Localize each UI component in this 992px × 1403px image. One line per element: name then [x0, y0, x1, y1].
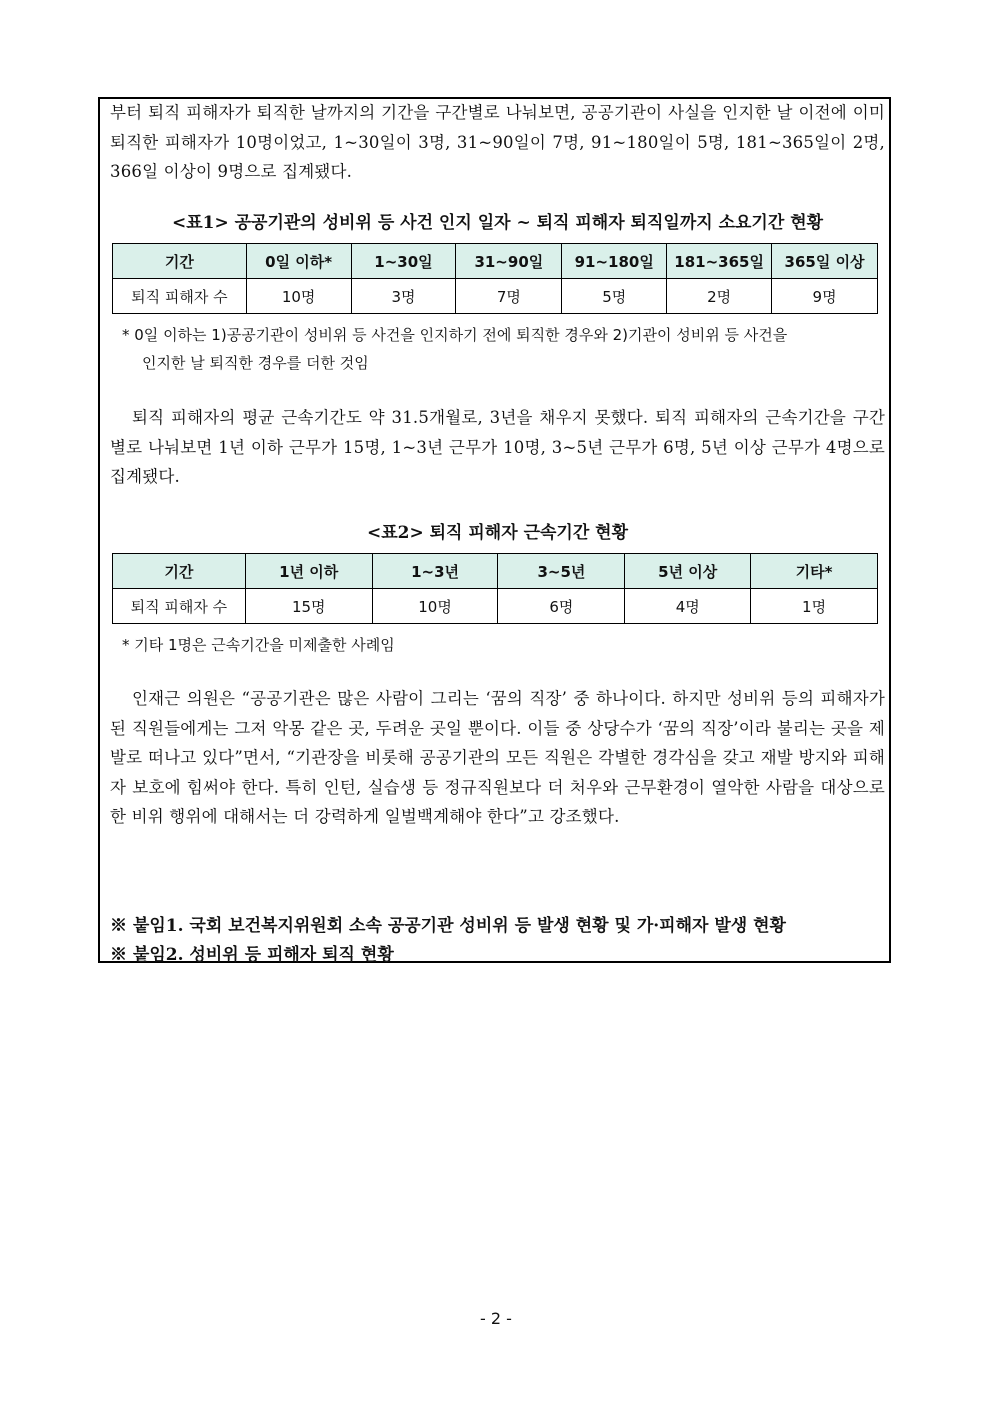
table1 — [112, 243, 878, 314]
table1-cell: 퇴직 피해자 수 — [113, 279, 247, 314]
table1-caption: <표1> 공공기관의 성비위 등 사건 인지 일자 ~ 퇴직 피해자 퇴직일까지 소요기간 현황 — [171, 213, 824, 233]
table1-header-cell: 365일 이상 — [772, 244, 878, 279]
paragraph-retirement-intervals: 부터 퇴직 피해자가 퇴직한 날까지의 기간을 구간별로 나눠보면, 공공기관이 사실을 인지한 날 이전에 이미 퇴직한 피해자가 10명이었고, 1~30일이 3명, 31~90일이 7명, 91~180일이 5명, 181~365일이 2명, 366일 이상이 9명으로 집계됐다. — [110, 103, 885, 181]
paragraph-tenure: 퇴직 피해자의 평균 근속기간도 약 31.5개월로, 3년을 채우지 못했다. 퇴직 피해자의 근속기간을 구간별로 나눠보면 1년 이하 근무가 15명, 1~3년 근무가 10명, 3~5년 근무가 6명, 5년 이상 근무가 4명으로 집계됐다. — [110, 408, 885, 486]
table1-footnote-line1: * 0일 이하는 1)공공기관이 성비위 등 사건을 인지하기 전에 퇴직한 경우와 2)기관이 성비위 등 사건을 — [122, 326, 788, 344]
table1-header-cell: 1~30일 — [351, 244, 456, 279]
table1-header-row — [113, 244, 878, 279]
table2-cell: 4명 — [625, 589, 751, 624]
table1-cell: 7명 — [456, 279, 562, 314]
table2-data-row — [113, 589, 878, 624]
table2-caption: <표2> 퇴직 피해자 근속기간 현황 — [366, 523, 629, 543]
table1-cell: 10명 — [246, 279, 351, 314]
attachment-item: ※ 붙임1. 국회 보건복지위원회 소속 공공기관 성비위 등 발생 현황 및 가·피해자 발생 현황 — [110, 916, 786, 936]
attachment-list — [110, 912, 786, 970]
table2 — [112, 553, 878, 624]
table1-cell: 5명 — [562, 279, 667, 314]
table1-header-cell: 181~365일 — [667, 244, 772, 279]
table2-footnote: * 기타 1명은 근속기간을 미제출한 사례임 — [122, 636, 395, 654]
table1-footnote — [122, 321, 887, 377]
table1-header-cell: 기간 — [113, 244, 247, 279]
table2-header-cell: 5년 이상 — [625, 554, 751, 589]
table2-header-cell: 1~3년 — [372, 554, 498, 589]
table1-footnote-line2: 인지한 날 퇴직한 경우를 더한 것임 — [142, 354, 369, 372]
table1-cell: 9명 — [772, 279, 878, 314]
table1-cell: 2명 — [667, 279, 772, 314]
table1-cell: 3명 — [351, 279, 456, 314]
table1-header-cell: 0일 이하* — [246, 244, 351, 279]
table2-header-cell: 기타* — [751, 554, 878, 589]
table2-cell: 15명 — [245, 589, 372, 624]
table1-header-cell: 31~90일 — [456, 244, 562, 279]
attachment-item: ※ 붙임2. 성비위 등 피해자 퇴직 현황 — [110, 945, 394, 965]
table2-cell: 6명 — [498, 589, 625, 624]
table2-header-cell: 1년 이하 — [245, 554, 372, 589]
table1-data-row — [113, 279, 878, 314]
table2-header-row — [113, 554, 878, 589]
table1-header-cell: 91~180일 — [562, 244, 667, 279]
table2-cell: 1명 — [751, 589, 878, 624]
table2-cell: 10명 — [372, 589, 498, 624]
page-number: - 2 - — [480, 1309, 512, 1328]
table2-cell: 퇴직 피해자 수 — [113, 589, 246, 624]
paragraph-quote: 인재근 의원은 “공공기관은 많은 사람이 그리는 ‘꿈의 직장’ 중 하나이다. 하지만 성비위 등의 피해자가 된 직원들에게는 그저 악몽 같은 곳, 두려운 곳일 뿐이다. 이들 중 상당수가 ‘꿈의 직장’이라 불리는 곳을 제 발로 떠나고 있다”면서, “기관장을 비롯해 공공기관의 모든 직원은 각별한 경각심을 갖고 재발 방지와 피해자 보호에 힘써야 한다. 특히 인턴, 실습생 등 정규직원보다 더 처우와 근무환경이 열악한 사람을 대상으로 한 비위 행위에 대해서는 더 강력하게 일벌백계해야 한다”고 강조했다. — [110, 689, 885, 826]
table2-header-cell: 기간 — [113, 554, 246, 589]
table2-header-cell: 3~5년 — [498, 554, 625, 589]
